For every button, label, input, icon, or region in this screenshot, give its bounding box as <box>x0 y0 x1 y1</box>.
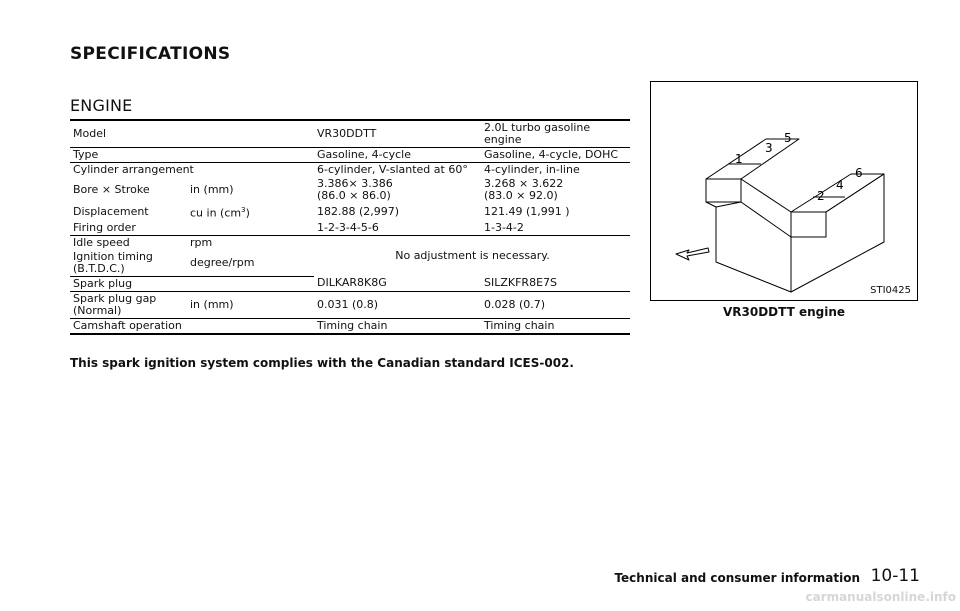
engine-specs-table <box>70 119 630 335</box>
label-line: Ignition timing <box>73 249 153 263</box>
value-line: (83.0 × 92.0) <box>484 189 558 202</box>
label-line: (Normal) <box>73 303 122 317</box>
unit-text: ) <box>245 206 250 220</box>
row-unit <box>187 203 314 221</box>
value-20l: 1-3-4-2 <box>481 221 630 236</box>
right-bank-front <box>791 212 826 237</box>
page-number: 10-11 <box>870 566 920 586</box>
row-unit: in (mm) <box>187 291 314 318</box>
cylinder-number: 6 <box>855 166 863 180</box>
table-row-camshaft <box>70 318 630 334</box>
left-bank-front <box>706 179 741 202</box>
value-20l: Timing chain <box>481 318 630 334</box>
value-vr30: Timing chain <box>314 318 481 334</box>
row-label: Type <box>70 148 314 163</box>
page-heading: SPECIFICATIONS <box>70 44 231 64</box>
value-vr30: VR30DDTT <box>314 120 481 148</box>
value-20l: 0.028 (0.7) <box>481 291 630 318</box>
footer-section-title: Technical and consumer information <box>614 571 860 585</box>
row-label <box>70 291 187 318</box>
table-row-displacement <box>70 203 630 221</box>
table-row-type <box>70 148 630 163</box>
figure-caption: VR30DDTT engine <box>722 305 846 319</box>
cylinder-number: 5 <box>784 131 792 145</box>
value-20l: 4-cylinder, in-line <box>484 163 580 176</box>
value-vr30: 6-cylinder, V-slanted at 60° <box>317 163 468 176</box>
value-line: 3.268 × 3.622 <box>484 177 564 190</box>
row-unit: rpm <box>190 235 213 249</box>
value-20l <box>481 177 630 203</box>
figure-code: STI0425 <box>870 285 911 296</box>
cylinder-number: 2 <box>817 189 825 203</box>
row-label: Cylinder arrangement <box>73 163 194 176</box>
row-label: Firing order <box>70 221 314 236</box>
value-line: (86.0 × 86.0) <box>317 189 391 202</box>
table-row-spark-plug-gap <box>70 291 630 318</box>
site-watermark-link[interactable]: carmanualsonline.info <box>805 590 956 604</box>
row-label: Displacement <box>73 204 149 218</box>
table-row-idle-speed <box>70 235 630 250</box>
block-top-edge <box>716 202 741 207</box>
value-vr30: DILKAR8K8G <box>314 276 481 291</box>
left-bank-top <box>706 139 799 179</box>
row-unit: in (mm) <box>190 183 234 196</box>
row-label: Idle speed <box>73 235 130 249</box>
table-row-firing-order <box>70 221 630 236</box>
value-vr30 <box>314 177 481 203</box>
unit-superscript: 3 <box>241 206 246 214</box>
table-row-bore-stroke <box>70 177 630 203</box>
value-20l: SILZKFR8E7S <box>481 276 630 291</box>
row-label: Camshaft operation <box>70 318 314 334</box>
section-heading-engine: ENGINE <box>70 96 133 115</box>
value-20l: 121.49 (1,991 ) <box>484 204 570 218</box>
cylinder-number: 3 <box>765 141 773 155</box>
no-adjustment-note: No adjustment is necessary. <box>395 248 550 262</box>
value-20l: Gasoline, 4-cycle, DOHC <box>481 148 630 163</box>
row-label: Model <box>70 120 314 148</box>
front-arrow-icon <box>676 248 709 260</box>
cylinder-number: 1 <box>735 152 743 166</box>
table-row-model <box>70 120 630 148</box>
row-label: Bore × Stroke <box>73 183 150 196</box>
table-row-spark-plug <box>70 276 630 291</box>
value-vr30: 182.88 (2,997) <box>317 204 400 218</box>
label-line: (B.T.D.C.) <box>73 261 125 275</box>
unit-text: cu in (cm <box>190 206 242 220</box>
table-row-cylinder-arrangement <box>70 163 630 178</box>
value-vr30: 1-2-3-4-5-6 <box>314 221 481 236</box>
value-line: 3.386× 3.386 <box>317 177 393 190</box>
row-label: Spark plug <box>70 276 314 291</box>
value-vr30: 0.031 (0.8) <box>314 291 481 318</box>
label-line: Spark plug gap <box>73 291 157 305</box>
compliance-note: This spark ignition system complies with the Canadian standard ICES-002. <box>70 356 574 370</box>
row-label <box>70 250 187 277</box>
cylinder-number: 4 <box>836 178 844 192</box>
engine-figure <box>650 81 918 301</box>
value-vr30: Gasoline, 4-cycle <box>314 148 481 163</box>
value-20l: 2.0L turbo gasoline engine <box>481 120 630 148</box>
engine-diagram <box>651 82 919 302</box>
row-unit: degree/rpm <box>187 250 314 277</box>
